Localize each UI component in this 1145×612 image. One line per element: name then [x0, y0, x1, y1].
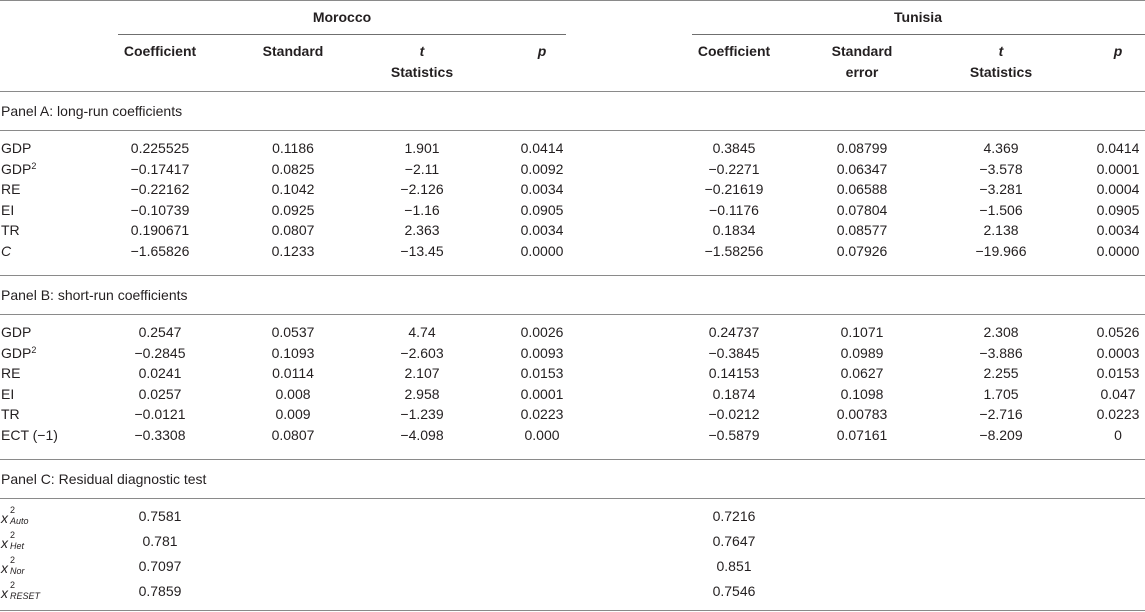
cell-morocco: −1.65826 [130, 243, 190, 259]
diagnostic-label [1, 505, 29, 526]
chi-subscript: RESET [10, 591, 41, 601]
cell-morocco: −0.2845 [134, 344, 186, 361]
row-label: TR [1, 406, 20, 423]
cell-tunisia: 0.07926 [836, 243, 888, 259]
cell-tunisia: 0.7216 [712, 508, 756, 524]
cell-tunisia: 0.1071 [840, 324, 884, 340]
cell-tunisia: 0.08577 [836, 222, 888, 239]
rule-panel-a-title [0, 130, 1145, 131]
cell-tunisia: 0.0526 [1096, 324, 1140, 340]
panel-a-title: Panel A: long-run coefficients [1, 103, 183, 119]
col-header-right-2: t [998, 43, 1004, 59]
cell-morocco: 0.2547 [138, 324, 182, 340]
col-header-left-2: t [419, 43, 425, 59]
cell-tunisia: 0.1834 [712, 222, 756, 239]
rule-top [0, 0, 1145, 1]
cell-morocco: 0.0001 [520, 385, 564, 402]
cell-morocco: 0.000 [524, 427, 560, 443]
chi-superscript: 2 [10, 530, 16, 540]
cell-morocco: 0.009 [275, 406, 311, 423]
panel-b-title: Panel B: short-run coefficients [1, 287, 188, 303]
cell-tunisia: 0 [1114, 427, 1122, 443]
cell-morocco: 0.7581 [138, 508, 182, 524]
chi-symbol: x [1, 510, 8, 526]
cell-morocco: 0.1093 [271, 344, 315, 361]
cell-morocco: 0.0537 [271, 324, 315, 340]
cell-morocco: −0.17417 [130, 160, 190, 177]
cell-morocco: −0.0121 [134, 406, 186, 423]
row-label: EI [1, 385, 15, 402]
cell-tunisia: −0.21619 [704, 181, 764, 198]
row-label: TR [1, 222, 20, 239]
row-label: EI [1, 201, 15, 218]
cell-morocco: 4.74 [408, 324, 436, 340]
cell-tunisia: 0.0034 [1096, 222, 1140, 239]
chi-superscript: 2 [10, 555, 16, 565]
cell-morocco: 0.7859 [138, 583, 182, 599]
group-header-tunisia: Tunisia [894, 9, 942, 25]
chi-subscript: Auto [10, 516, 29, 526]
cell-morocco: 0.0114 [272, 365, 314, 382]
cell-morocco: 0.0414 [520, 140, 564, 156]
chi-subscript: Het [10, 541, 25, 551]
cell-tunisia: 0.0001 [1096, 160, 1140, 177]
cell-tunisia: 1.705 [983, 385, 1019, 402]
cell-tunisia: 0.7546 [712, 583, 756, 599]
row-label: RE [1, 181, 21, 198]
cell-morocco: −1.239 [400, 406, 444, 423]
rule-bottom [0, 610, 1145, 611]
rule-panel-a-end [0, 275, 1145, 276]
cell-morocco: −0.3308 [134, 427, 186, 443]
cell-tunisia: −0.1176 [709, 201, 759, 218]
cell-morocco: −0.10739 [130, 201, 190, 218]
cell-morocco: 0.1186 [272, 140, 314, 156]
row-label: GDP [1, 324, 32, 340]
cell-tunisia: 0.1874 [712, 385, 756, 402]
cell-tunisia: 0.851 [716, 558, 752, 574]
diagnostic-label [1, 555, 25, 576]
cell-tunisia: −3.886 [979, 344, 1023, 361]
cell-morocco: 2.363 [404, 222, 440, 239]
rule-header-bottom [0, 91, 1145, 92]
cell-morocco: 0.190671 [130, 222, 190, 239]
row-label: GDP [1, 140, 32, 156]
cell-tunisia: 0.08799 [836, 140, 888, 156]
cell-tunisia: 0.0414 [1096, 140, 1140, 156]
cell-morocco: 0.0825 [271, 160, 315, 177]
cell-tunisia: −2.716 [979, 406, 1023, 423]
cell-morocco: 0.0241 [138, 365, 182, 382]
cell-tunisia: −8.209 [979, 427, 1023, 443]
cell-morocco: −2.126 [400, 181, 444, 198]
cell-morocco: 0.008 [275, 385, 311, 402]
row-label: GDP$^2$ [1, 160, 37, 177]
cell-tunisia: −3.281 [979, 181, 1023, 198]
col-header-left-3: p [537, 43, 547, 59]
row-label: C [1, 243, 12, 259]
chi-symbol: x [1, 560, 8, 576]
cell-morocco: 0.0092 [520, 160, 564, 177]
cell-tunisia: 0.3845 [712, 140, 756, 156]
cell-tunisia: −3.578 [979, 160, 1023, 177]
cell-tunisia: 0.0989 [840, 344, 884, 361]
rule-panel-b-title [0, 314, 1145, 315]
cell-tunisia: 0.07804 [836, 201, 888, 218]
cell-morocco: 0.1233 [271, 243, 315, 259]
cell-tunisia: 0.0223 [1096, 406, 1140, 423]
cell-tunisia: −0.5879 [708, 427, 760, 443]
cell-tunisia: 0.0153 [1096, 365, 1140, 382]
col-header-left-0: Coefficient [123, 43, 197, 59]
cell-tunisia: 4.369 [983, 140, 1019, 156]
chi-subscript: Nor [10, 566, 25, 576]
cell-tunisia: 0.07161 [836, 427, 888, 443]
cell-tunisia: −0.3845 [708, 344, 760, 361]
cell-morocco: 2.958 [404, 385, 440, 402]
cell-tunisia: 0.0627 [840, 365, 884, 382]
cell-morocco: 0.0807 [271, 222, 315, 239]
col-header-left-1: Standard [262, 43, 324, 59]
cell-morocco: −2.603 [400, 344, 444, 361]
cell-morocco: 0.0223 [520, 406, 564, 423]
cell-tunisia: 0.7647 [712, 533, 756, 549]
cell-morocco: 0.0807 [271, 427, 315, 443]
cell-tunisia: 0.24737 [708, 324, 760, 340]
group-header-morocco: Morocco [312, 9, 372, 25]
cell-morocco: 0.0034 [520, 222, 564, 239]
cell-morocco: 1.901 [404, 140, 440, 156]
col-header-left-2-line2: Statistics [390, 64, 454, 80]
row-label: RE [1, 365, 21, 382]
cell-tunisia: −1.506 [979, 201, 1023, 218]
cell-tunisia: 0.0000 [1096, 243, 1140, 259]
cell-morocco: 0.0000 [520, 243, 564, 259]
chi-symbol: x [1, 535, 8, 551]
cell-tunisia: 0.0905 [1096, 201, 1140, 218]
cell-tunisia: 0.06347 [836, 160, 888, 177]
diagnostic-label [1, 580, 41, 601]
col-header-right-3: p [1113, 43, 1123, 59]
cell-tunisia: −1.58256 [704, 243, 764, 259]
cell-tunisia: 0.14153 [708, 365, 760, 382]
cell-tunisia: −0.0212 [708, 406, 760, 423]
cell-morocco: −4.098 [400, 427, 444, 443]
cell-morocco: 0.0257 [138, 385, 182, 402]
cell-morocco: 0.0905 [520, 201, 564, 218]
row-label: ECT (−1) [1, 427, 58, 443]
rule-panel-c-title [0, 498, 1145, 499]
cell-morocco: 2.107 [404, 365, 440, 382]
chi-superscript: 2 [10, 580, 16, 590]
cell-morocco: 0.0153 [520, 365, 564, 382]
cell-morocco: −0.22162 [130, 181, 190, 198]
cell-morocco: 0.0925 [271, 201, 315, 218]
cell-tunisia: 2.255 [983, 365, 1019, 382]
cell-tunisia: −0.2271 [708, 160, 760, 177]
rule-group-left [118, 34, 566, 35]
cell-tunisia: 0.0003 [1096, 344, 1140, 361]
rule-group-right [692, 34, 1145, 35]
cell-tunisia: −19.966 [975, 243, 1027, 259]
chi-symbol: x [1, 585, 8, 601]
cell-morocco: 0.0093 [520, 344, 564, 361]
cell-morocco: 0.7097 [138, 558, 182, 574]
cell-morocco: −2.11 [404, 160, 440, 177]
cell-morocco: −1.16 [404, 201, 440, 218]
col-header-right-0: Coefficient [697, 43, 771, 59]
cell-tunisia: 0.0004 [1096, 181, 1140, 198]
row-label: GDP$^2$ [1, 344, 37, 361]
panel-c-title: Panel C: Residual diagnostic test [1, 471, 207, 487]
cell-tunisia: 2.138 [983, 222, 1019, 239]
rule-panel-b-end [0, 459, 1145, 460]
cell-tunisia: 0.00783 [836, 406, 888, 423]
cell-morocco: 0.1042 [271, 181, 315, 198]
cell-tunisia: 0.06588 [836, 181, 888, 198]
row-label-superscript: 2 [31, 160, 37, 171]
cell-morocco: 0.781 [142, 533, 178, 549]
cell-morocco: 0.0026 [520, 324, 564, 340]
cell-morocco: −13.45 [400, 243, 444, 259]
cell-tunisia: 0.1098 [840, 385, 884, 402]
col-header-right-1-line2: error [845, 64, 879, 80]
diagnostic-label [1, 530, 25, 551]
cell-morocco: 0.225525 [130, 140, 190, 156]
col-header-right-2-line2: Statistics [969, 64, 1033, 80]
col-header-right-1: Standard [831, 43, 893, 59]
cell-morocco: 0.0034 [520, 181, 564, 198]
cell-tunisia: 0.047 [1100, 385, 1136, 402]
row-label-superscript: 2 [31, 344, 37, 355]
chi-superscript: 2 [10, 505, 16, 515]
cell-tunisia: 2.308 [983, 324, 1019, 340]
